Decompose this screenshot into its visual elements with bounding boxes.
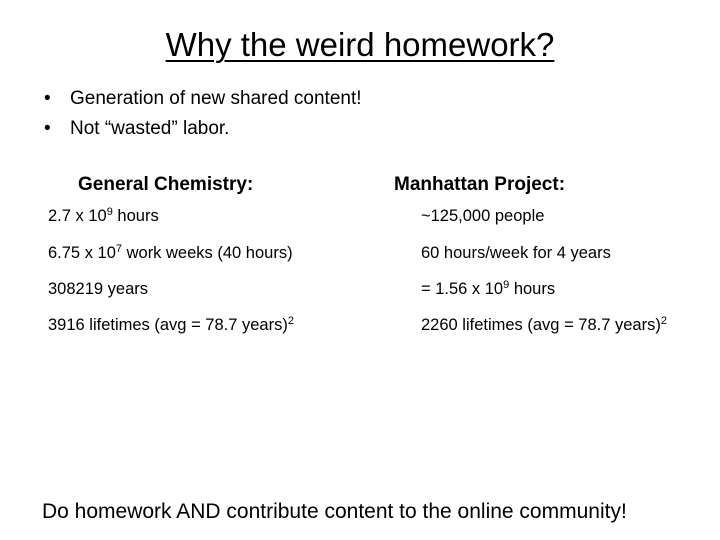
manhattan-lifetimes: 2260 lifetimes (avg = 78.7 years)$^2$ (421, 315, 667, 334)
bullet-marker: • (44, 118, 51, 139)
manhattan-hours: = 1.56 x $10^9$ hours (421, 279, 556, 298)
general-chemistry-header: General Chemistry: (78, 174, 254, 195)
manhattan-schedule: 60 hours/week for 4 years (421, 244, 611, 262)
slide-title: Why the weird homework? (165, 26, 555, 63)
bullet-text: Not “wasted” labor. (70, 118, 230, 139)
bullet-list (44, 84, 362, 144)
bullet-item (44, 84, 362, 114)
bullet-text: Generation of new shared content! (70, 88, 362, 109)
chem-years: 308219 years (48, 280, 148, 298)
chem-lifetimes: 3916 lifetimes (avg = 78.7 years)$^2$ (48, 315, 294, 334)
bullet-item (44, 114, 362, 144)
manhattan-people: ~125,000 people (421, 207, 545, 225)
bullet-marker: • (44, 88, 51, 109)
chem-hours: 2.7 x $10^9$ hours (48, 206, 159, 225)
manhattan-project-header: Manhattan Project: (394, 174, 566, 195)
footer-message: Do homework AND contribute content to the online community! (42, 500, 627, 523)
chem-work-weeks: 6.75 x $10^7$ work weeks (40 hours) (48, 243, 293, 262)
